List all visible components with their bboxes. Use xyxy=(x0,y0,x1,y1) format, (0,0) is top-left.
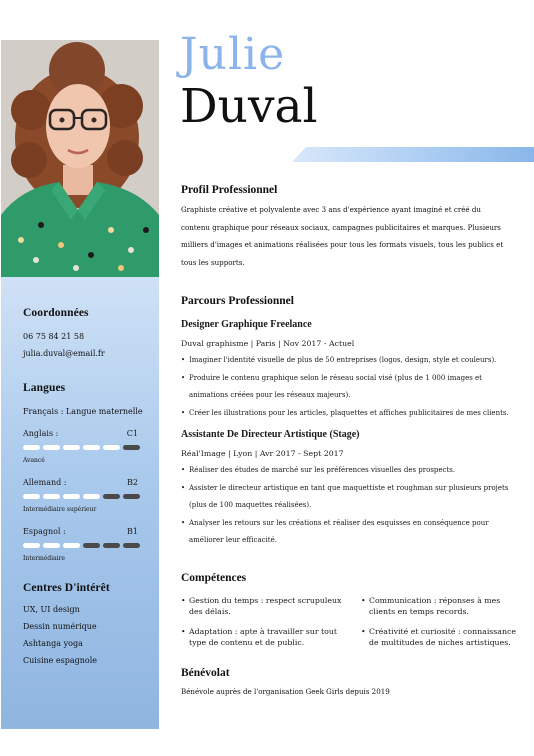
level-dot-filled xyxy=(63,445,80,450)
level-dot-filled xyxy=(83,494,100,499)
interests-list xyxy=(23,606,159,665)
level-dot-filled xyxy=(83,445,100,450)
job-meta: Réal'Image | Lyon | Avr 2017 - Sept 2017 xyxy=(181,449,344,458)
level-dot-empty xyxy=(103,494,120,499)
interest-item: Cuisine espagnole xyxy=(23,656,98,665)
level-dot-empty xyxy=(123,543,140,548)
language-item xyxy=(23,478,159,513)
job-entry xyxy=(181,319,511,422)
job-bullet: • Imaginer l'identité visuelle de plus de 50 entreprises (logos, design, style et couleurs). xyxy=(181,352,509,370)
level-dot-empty xyxy=(83,543,100,548)
language-level: Intermédiaire supérieur xyxy=(23,506,97,513)
profile-heading: Profil Professionnel xyxy=(181,184,278,196)
contact-heading: Coordonnées xyxy=(23,307,89,319)
level-dot-empty xyxy=(123,494,140,499)
language-item xyxy=(23,527,159,562)
job-bullet: • Analyser les retours sur les créations et réaliser des esquisses en conséquence pour améliorer leur efficacité. xyxy=(181,515,509,550)
sidebar xyxy=(1,277,159,729)
skill-item: • Communication : réponses à mes clients en temps records. xyxy=(361,595,521,617)
level-dot-filled xyxy=(23,445,40,450)
level-dot-filled xyxy=(43,543,60,548)
language-code: C1 xyxy=(126,429,138,438)
language-name: Espagnol : xyxy=(23,527,66,536)
job-meta: Duval graphisme | Paris | Nov 2017 - Actuel xyxy=(181,339,355,348)
language-level-bar xyxy=(23,445,159,450)
language-row xyxy=(23,429,138,438)
level-dot-empty xyxy=(103,543,120,548)
header-stripe xyxy=(292,147,534,162)
volunteer-text: Bénévole auprès de l'organisation Geek Girls depuis 2019 xyxy=(181,687,390,696)
email-address[interactable]: julia.duval@email.fr xyxy=(23,349,105,358)
language-level-bar xyxy=(23,543,159,548)
language-list xyxy=(23,429,159,562)
job-bullet: • Assister le directeur artistique en tant que maquettiste et roughman sur plusieurs projets (plus de 100 maquettes réalisées). xyxy=(181,480,509,515)
first-name: Julie xyxy=(180,29,286,80)
job-title: Assistante De Directeur Artistique (Stage) xyxy=(181,429,360,440)
skill-item: • Créativité et curiosité : connaissance de multitudes de niches artistiques. xyxy=(361,626,521,648)
job-bullet: • Réaliser des études de marché sur les préférences visuelles des prospects. xyxy=(181,462,509,480)
job-title: Designer Graphique Freelance xyxy=(181,319,312,330)
phone-number: 06 75 84 21 58 xyxy=(23,332,85,341)
profile-text: Graphiste créative et polyvalente avec 3 ans d'expérience ayant imaginé et créé du contenu graphique pour réseaux sociaux, campagnes publicitaires et marques. Plusieurs milliers d'images et animations réalisées pour tous les formats visuels, tous les publics et tous les supports. xyxy=(181,205,504,267)
language-item xyxy=(23,429,159,464)
level-dot-empty xyxy=(123,445,140,450)
skills-section xyxy=(181,572,521,648)
skill-item: • Gestion du temps : respect scrupuleux des délais. xyxy=(181,595,353,617)
interests-heading: Centres D'intérêt xyxy=(23,582,110,594)
level-dot-filled xyxy=(23,543,40,548)
level-dot-filled xyxy=(63,494,80,499)
experience-section xyxy=(181,295,511,550)
language-code: B2 xyxy=(127,478,138,487)
language-level-bar xyxy=(23,494,159,499)
skills-heading: Compétences xyxy=(181,572,247,584)
language-code: B1 xyxy=(127,527,138,536)
experience-heading: Parcours Professionnel xyxy=(181,295,294,307)
skill-item: • Adaptation : apte à travailler sur tout type de contenu et de public. xyxy=(181,626,353,648)
language-name: Anglais : xyxy=(23,429,59,438)
native-language: Français : Langue maternelle xyxy=(23,407,143,416)
volunteer-heading: Bénévolat xyxy=(181,667,230,679)
language-name: Allemand : xyxy=(23,478,67,487)
job-bullets xyxy=(181,462,509,550)
level-dot-filled xyxy=(43,494,60,499)
language-level: Avancé xyxy=(23,457,45,464)
skills-list xyxy=(181,595,521,648)
job-bullets xyxy=(181,352,509,422)
volunteer-section xyxy=(181,667,511,699)
portrait-photo xyxy=(1,40,159,277)
level-dot-filled xyxy=(63,543,80,548)
level-dot-filled xyxy=(23,494,40,499)
interest-item: Ashtanga yoga xyxy=(23,639,83,648)
language-row xyxy=(23,527,138,536)
level-dot-filled xyxy=(103,445,120,450)
interest-item: UX, UI design xyxy=(23,605,80,614)
interest-item: Dessin numérique xyxy=(23,622,97,631)
language-row xyxy=(23,478,138,487)
languages-heading: Langues xyxy=(23,382,66,394)
job-entry xyxy=(181,429,511,550)
job-list xyxy=(181,319,511,550)
job-bullet: • Produire le contenu graphique selon le réseau social visé (plus de 1 000 images et animations créées pour les réseaux majeurs). xyxy=(181,370,509,405)
job-bullet: • Créer les illustrations pour les articles, plaquettes et affiches publicitaires de mes clients. xyxy=(181,405,509,423)
level-dot-filled xyxy=(43,445,60,450)
profile-section xyxy=(181,184,511,271)
last-name: Duval xyxy=(180,79,318,134)
language-level: Intermédiaire xyxy=(23,555,65,562)
